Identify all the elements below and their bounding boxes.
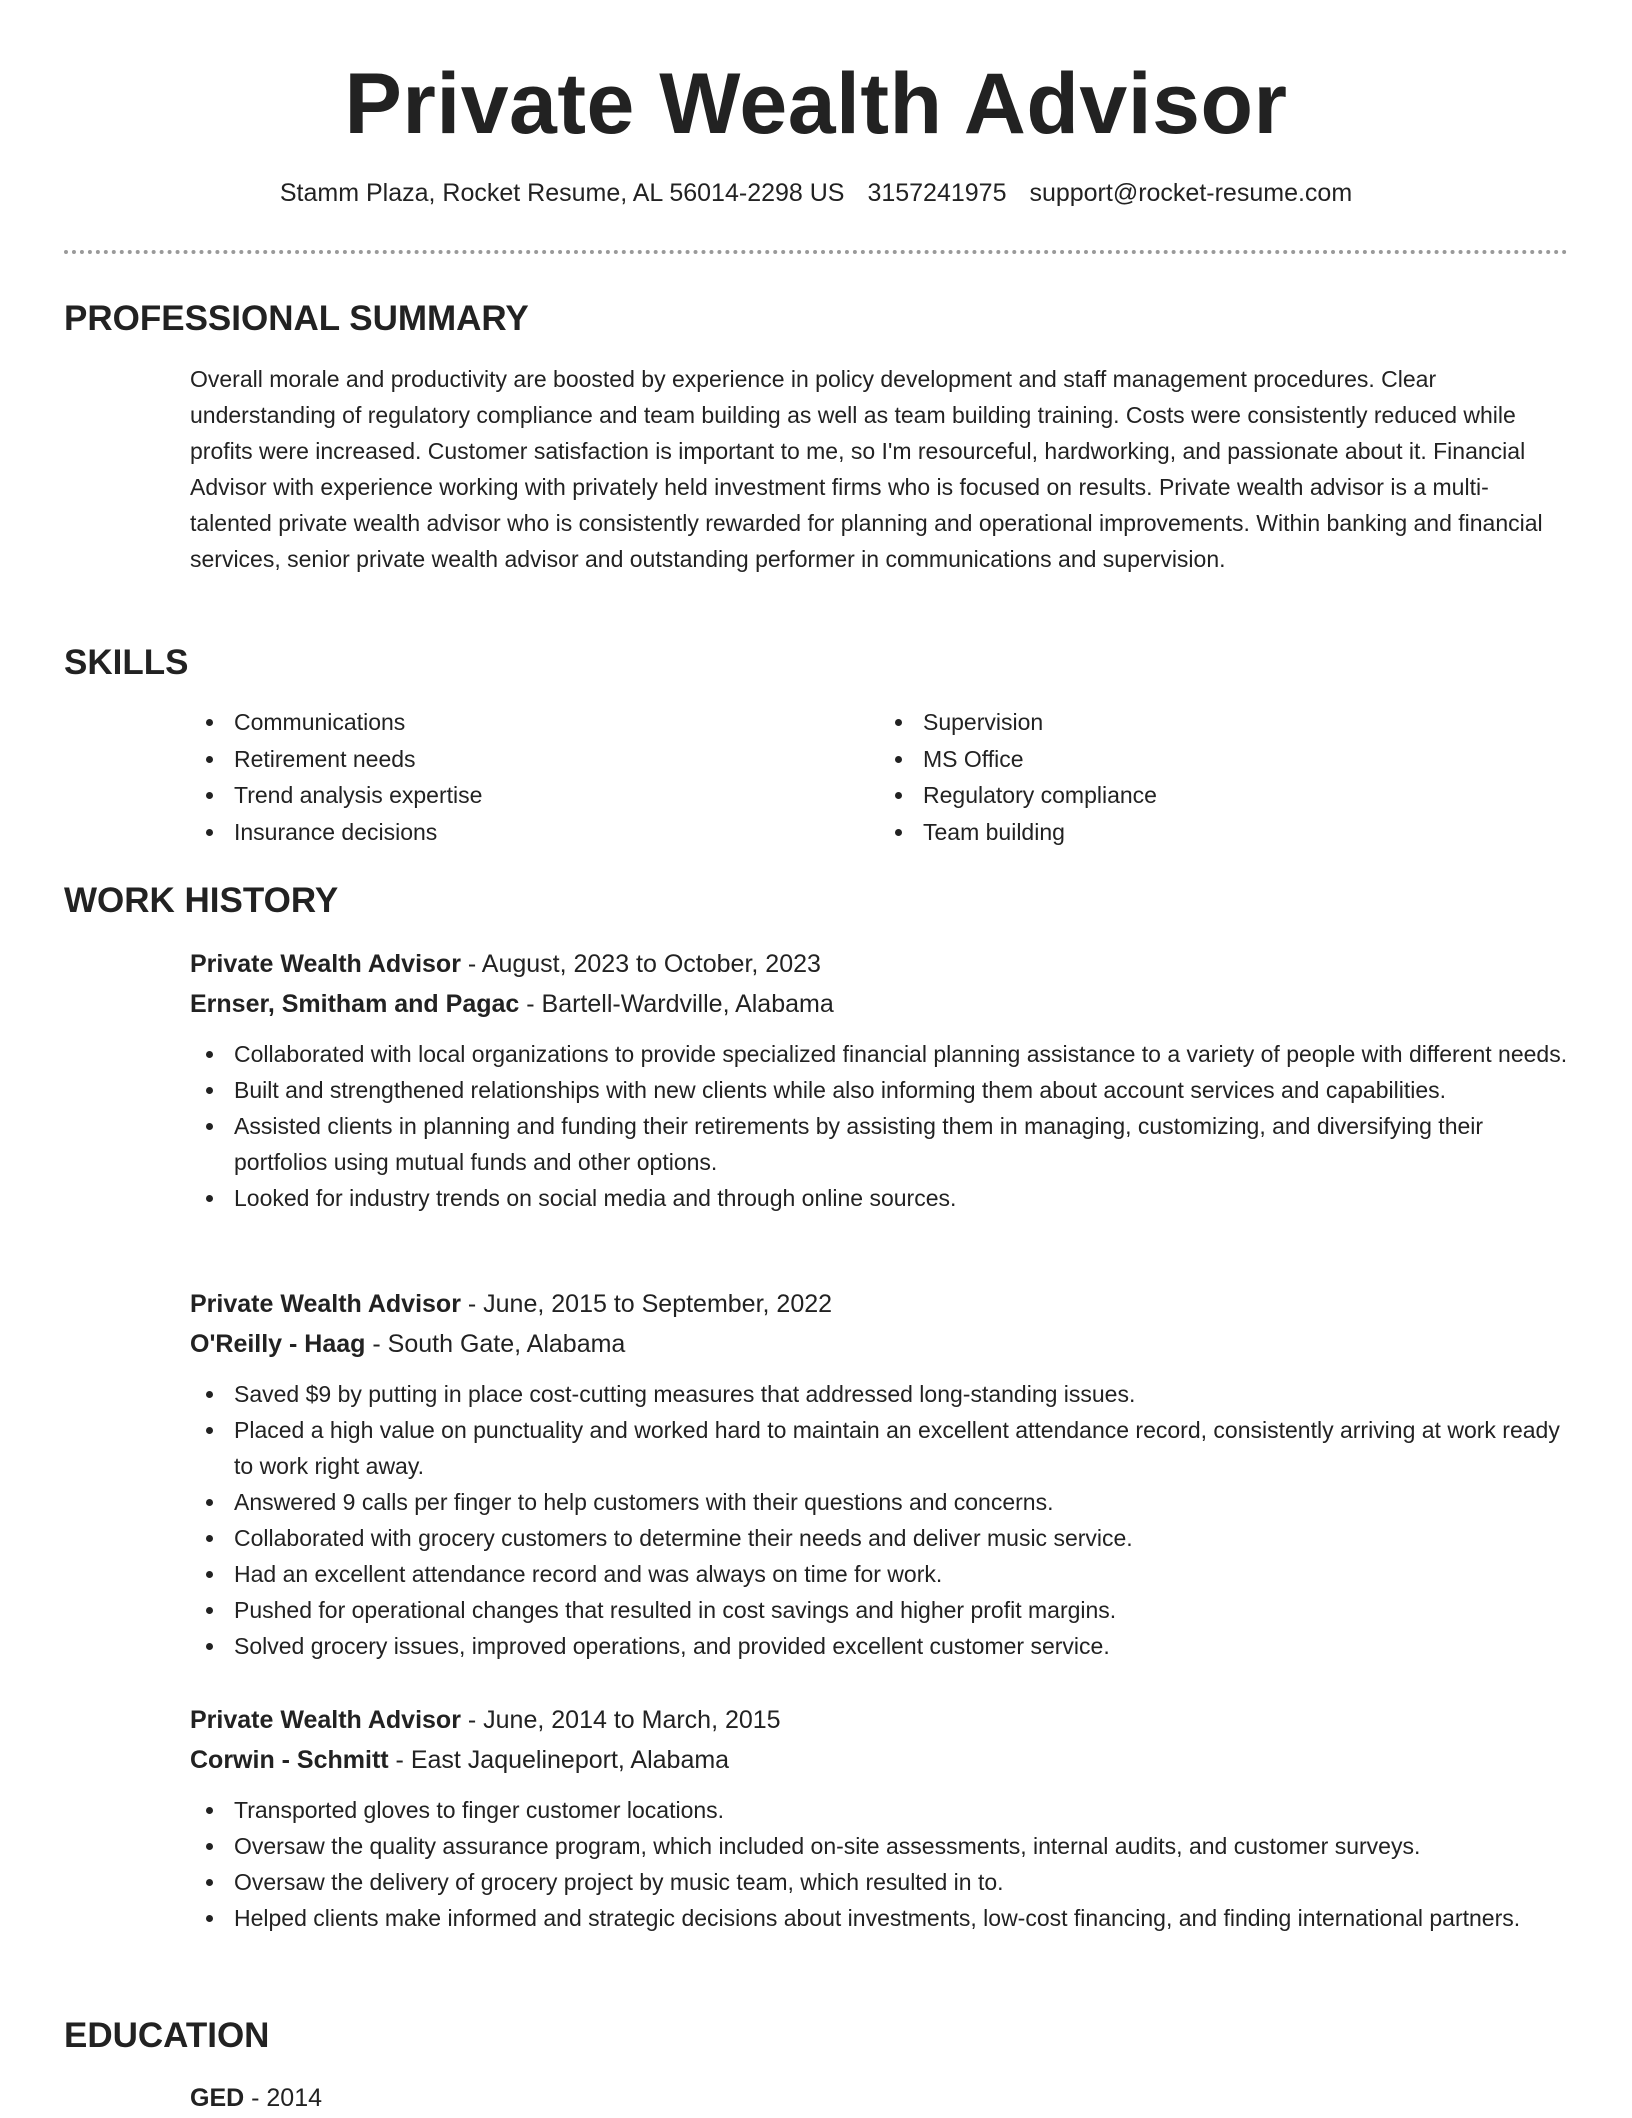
education-section	[190, 2078, 1568, 2118]
job-bullet	[234, 1412, 1568, 1484]
bullet-icon	[895, 756, 902, 763]
job-bullet-list	[190, 1036, 1568, 1216]
job-bullet	[234, 1036, 1568, 1072]
job-bullet	[234, 1792, 1568, 1828]
job-title-line	[190, 944, 1568, 984]
job-dates: - June, 2015 to September, 2022	[460, 1290, 833, 1318]
job-company: Corwin - Schmitt	[190, 1746, 389, 1774]
job-bullet-text: Collaborated with grocery customers to determine their needs and deliver music service.	[234, 1525, 1133, 1551]
job-bullet-text: Answered 9 calls per finger to help customers with their questions and concerns.	[234, 1489, 1054, 1515]
skill-label: Regulatory compliance	[923, 782, 1157, 809]
header-divider	[64, 250, 1568, 254]
job-entry	[190, 1700, 1568, 1936]
job-bullet-text: Oversaw the delivery of grocery project by music team, which resulted in to.	[234, 1869, 1004, 1895]
contact-phone: 3157241975	[867, 179, 1007, 207]
job-company: O'Reilly - Haag	[190, 1330, 366, 1358]
skill-label: Supervision	[923, 709, 1044, 735]
job-bullet-text: Assisted clients in planning and funding their retirements by assisting them in managing, customizing, and diversifying their portfolios using mutual funds and other options.	[234, 1113, 1484, 1175]
work-history-heading: WORK HISTORY	[64, 881, 339, 920]
skill-item	[234, 741, 879, 778]
skills-column-right	[879, 704, 1568, 851]
job-bullet-text: Saved $9 by putting in place cost-cutting measures that addressed long-standing issues.	[234, 1381, 1136, 1407]
job-company-line	[190, 1740, 1568, 1780]
job-bullet	[234, 1628, 1568, 1664]
summary-section	[190, 361, 1568, 577]
skill-item	[923, 777, 1568, 814]
job-bullet-list	[190, 1376, 1568, 1664]
bullet-icon	[206, 1123, 213, 1130]
bullet-icon	[206, 829, 213, 836]
job-dates: - June, 2014 to March, 2015	[460, 1706, 781, 1734]
job-location: - East Jaquelineport, Alabama	[388, 1746, 730, 1774]
job-bullet-text: Built and strengthened relationships with new clients while also informing them about account services and capabilities.	[234, 1077, 1447, 1103]
job-title-line	[190, 1700, 1568, 1740]
skill-item	[923, 741, 1568, 778]
skill-item	[234, 704, 879, 741]
job-dates: - August, 2023 to October, 2023	[460, 950, 821, 978]
job-bullet-text: Placed a high value on punctuality and worked hard to maintain an excellent attendance record, consistently arriving at work ready to work right away.	[234, 1417, 1560, 1479]
education-year: - 2014	[244, 2084, 323, 2112]
skill-label: Team building	[923, 819, 1065, 846]
bullet-icon	[206, 1499, 213, 1506]
contact-line	[64, 178, 1568, 208]
job-bullet-text: Collaborated with local organizations to provide specialized financial planning assistance to a variety of people with different needs.	[234, 1041, 1568, 1067]
skill-item	[234, 777, 879, 814]
bullet-icon	[206, 1051, 213, 1058]
job-bullet-text: Oversaw the quality assurance program, which included on-site assessments, internal audits, and customer surveys.	[234, 1833, 1421, 1859]
job-company-line	[190, 984, 1568, 1024]
bullet-icon	[206, 1427, 213, 1434]
education-heading: EDUCATION	[64, 2016, 270, 2055]
bullet-icon	[206, 1195, 213, 1202]
job-bullet	[234, 1072, 1568, 1108]
resume-page	[64, 0, 1568, 2112]
contact-email: support@rocket-resume.com	[1029, 179, 1353, 207]
job-company-line	[190, 1324, 1568, 1364]
skill-item	[923, 704, 1568, 741]
skills-grid	[190, 704, 1568, 851]
job-bullet-text: Pushed for operational changes that resulted in cost savings and higher profit margins.	[234, 1597, 1117, 1623]
job-bullet-text: Transported gloves to finger customer locations.	[234, 1797, 725, 1823]
job-bullet	[234, 1864, 1568, 1900]
job-bullet-text: Had an excellent attendance record and was always on time for work.	[234, 1561, 943, 1587]
bullet-icon	[206, 792, 213, 799]
job-bullet	[234, 1520, 1568, 1556]
job-title-line	[190, 1284, 1568, 1324]
skill-label: MS Office	[923, 745, 1024, 772]
bullet-icon	[895, 719, 902, 726]
job-bullet	[234, 1592, 1568, 1628]
job-bullet	[234, 1900, 1568, 1936]
job-role: Private Wealth Advisor	[190, 1290, 461, 1318]
skills-section	[190, 704, 1568, 851]
resume-name: Private Wealth Advisor	[344, 56, 1288, 152]
education-line	[190, 2078, 1568, 2118]
bullet-icon	[206, 1087, 213, 1094]
job-bullet	[234, 1484, 1568, 1520]
bullet-icon	[206, 1643, 213, 1650]
skill-item	[234, 814, 879, 851]
bullet-icon	[895, 792, 902, 799]
skill-label: Insurance decisions	[234, 819, 438, 846]
job-location: - Bartell-Wardville, Alabama	[519, 990, 834, 1018]
job-location: - South Gate, Alabama	[365, 1330, 626, 1358]
skill-item	[923, 814, 1568, 851]
bullet-icon	[206, 719, 213, 726]
bullet-icon	[206, 1391, 213, 1398]
bullet-icon	[895, 829, 902, 836]
bullet-icon	[206, 756, 213, 763]
job-bullet	[234, 1556, 1568, 1592]
job-company: Ernser, Smitham and Pagac	[190, 990, 520, 1018]
skills-column-left	[190, 704, 879, 851]
job-entry	[190, 944, 1568, 1216]
job-bullet-text: Helped clients make informed and strategic decisions about investments, low-cost financing, and finding international partners.	[234, 1905, 1521, 1931]
job-bullet-list	[190, 1792, 1568, 1936]
job-role: Private Wealth Advisor	[190, 1706, 461, 1734]
bullet-icon	[206, 1807, 213, 1814]
bullet-icon	[206, 1607, 213, 1614]
skill-label: Communications	[234, 709, 406, 735]
bullet-icon	[206, 1915, 213, 1922]
job-bullet-text: Looked for industry trends on social media and through online sources.	[234, 1185, 957, 1211]
job-bullet	[234, 1108, 1568, 1180]
job-entry	[190, 1284, 1568, 1664]
bullet-icon	[206, 1843, 213, 1850]
skills-heading: SKILLS	[64, 643, 189, 682]
summary-heading: PROFESSIONAL SUMMARY	[64, 299, 529, 338]
skill-label: Trend analysis expertise	[234, 782, 483, 809]
job-bullet-text: Solved grocery issues, improved operations, and provided excellent customer service.	[234, 1633, 1110, 1659]
job-bullet	[234, 1180, 1568, 1216]
bullet-icon	[206, 1571, 213, 1578]
contact-address: Stamm Plaza, Rocket Resume, AL 56014-2298 US	[279, 179, 845, 207]
summary-text: Overall morale and productivity are boosted by experience in policy development and staff management procedures. Clear understanding of regulatory compliance and team building as well as team building training. Costs were consistently reduced while profits were increased. Customer satisfaction is important to me, so I'm resourceful, hardworking, and passionate about it. Financial Advisor with experience working with privately held investment firms who is focused on results. Private wealth advisor is a multi-talented private wealth advisor who is consistently rewarded for planning and operational improvements. Within banking and financial services, senior private wealth advisor and outstanding performer in communications and supervision.	[190, 366, 1543, 572]
skill-label: Retirement needs	[234, 745, 416, 772]
job-role: Private Wealth Advisor	[190, 950, 461, 978]
bullet-icon	[206, 1535, 213, 1542]
job-bullet	[234, 1376, 1568, 1412]
education-degree: GED	[190, 2084, 245, 2112]
job-bullet	[234, 1828, 1568, 1864]
bullet-icon	[206, 1879, 213, 1886]
